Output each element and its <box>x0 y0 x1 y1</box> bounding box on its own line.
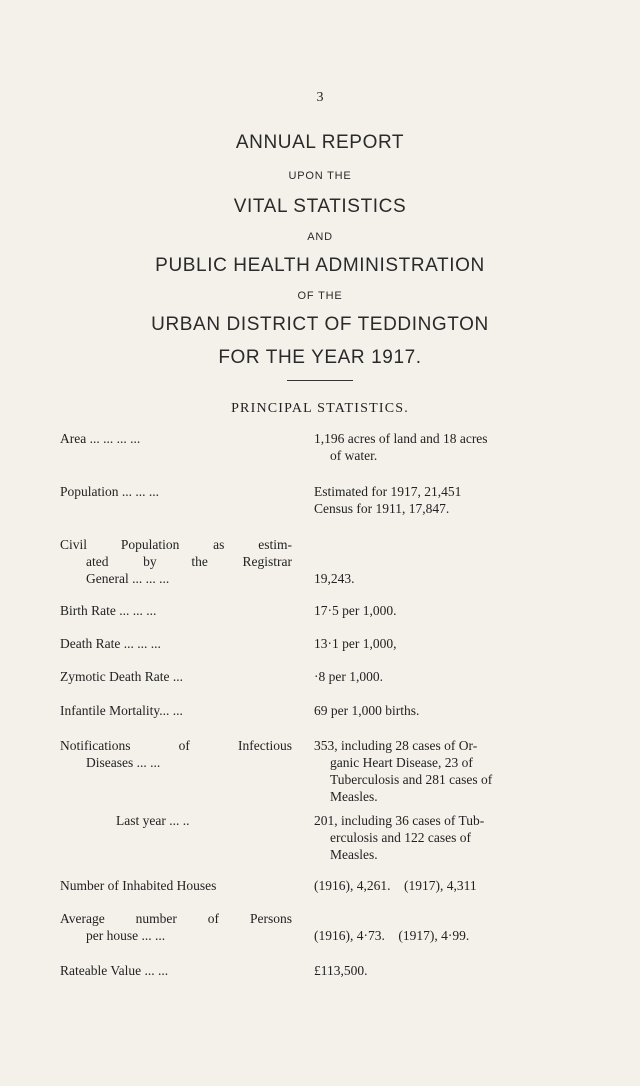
stat-value <box>314 635 576 652</box>
stat-label-line: Population ... ... ... <box>60 484 160 499</box>
stat-label <box>60 877 292 894</box>
stat-value <box>314 812 576 863</box>
stat-label-line: Area ... ... ... ... <box>60 431 141 446</box>
stat-label-line: Death Rate ... ... ... <box>60 636 161 651</box>
stat-value-line: Measles. <box>330 789 378 804</box>
stat-value <box>314 430 576 464</box>
stat-label-line: Number of Inhabited Houses <box>60 878 217 893</box>
stat-label-line: General ... ... ... <box>86 571 170 586</box>
stat-value-line: Measles. <box>330 847 378 862</box>
stat-label-line: Average number of Persons <box>60 911 292 926</box>
stat-label-line: ated by the Registrar <box>86 554 292 569</box>
stat-label-line: Infantile Mortality... ... <box>60 703 183 718</box>
stat-value <box>314 483 576 517</box>
stat-value-line: 201, including 36 cases of Tub- <box>314 813 485 828</box>
page-number: 3 <box>316 90 324 105</box>
stat-value <box>314 602 576 619</box>
stat-label-line: Zymotic Death Rate ... <box>60 669 183 684</box>
stat-value-line: erculosis and 122 cases of <box>330 830 471 845</box>
stat-value <box>314 702 576 719</box>
subtitle-and: AND <box>307 231 333 243</box>
stat-value-line: 69 per 1,000 births. <box>314 703 420 718</box>
stat-value-line: 353, including 28 cases of Or- <box>314 738 478 753</box>
stat-value-line: 1,196 acres of land and 18 acres <box>314 431 488 446</box>
stat-label <box>60 536 292 587</box>
subtitle-year: FOR THE YEAR 1917. <box>218 347 422 368</box>
stat-label <box>60 483 292 500</box>
stat-label-line: Notifications of Infectious <box>60 738 292 753</box>
stat-value <box>314 962 576 979</box>
stat-value <box>314 737 576 805</box>
stat-value-line: £113,500. <box>314 963 368 978</box>
stat-label <box>60 635 292 652</box>
stat-label <box>60 602 292 619</box>
stat-label <box>60 430 292 447</box>
subtitle-of-the: OF THE <box>297 290 343 302</box>
stat-label <box>60 668 292 685</box>
stat-label <box>60 812 292 829</box>
stat-value-line: Tuberculosis and 281 cases of <box>330 772 493 787</box>
stat-label-line: Birth Rate ... ... ... <box>60 603 157 618</box>
stat-label <box>60 962 292 979</box>
stat-value-line: 17·5 per 1,000. <box>314 603 397 618</box>
subtitle-upon-the: UPON THE <box>288 170 352 182</box>
report-title: ANNUAL REPORT <box>235 132 405 153</box>
stat-label <box>60 910 292 944</box>
stat-value <box>314 570 576 587</box>
stat-value <box>314 877 576 894</box>
stat-value-line: (1916), 4,261. (1917), 4,311 <box>314 878 477 893</box>
stat-value-line: (1916), 4·73. (1917), 4·99. <box>314 928 470 943</box>
stat-value-line: Census for 1911, 17,847. <box>314 501 450 516</box>
subtitle-vital-statistics: VITAL STATISTICS <box>233 196 407 217</box>
divider-rule <box>287 380 353 381</box>
stat-value-line: 13·1 per 1,000, <box>314 636 397 651</box>
stat-value <box>314 927 576 944</box>
stat-label-line: per house ... ... <box>86 928 166 943</box>
stat-label-line: Diseases ... ... <box>86 755 161 770</box>
stat-label <box>60 702 292 719</box>
stat-value-line: 19,243. <box>314 571 355 586</box>
subtitle-urban-district: URBAN DISTRICT OF TEDDINGTON <box>151 314 489 335</box>
stat-value-line: of water. <box>330 448 378 463</box>
subtitle-public-health: PUBLIC HEALTH ADMINISTRATION <box>155 255 485 276</box>
stat-value <box>314 668 576 685</box>
stat-label <box>60 737 292 771</box>
stat-value-line: ·8 per 1,000. <box>314 669 383 684</box>
stat-label-line: Last year ... .. <box>116 813 190 828</box>
stat-value-line: ganic Heart Disease, 23 of <box>330 755 473 770</box>
stat-label-line: Rateable Value ... ... <box>60 963 169 978</box>
stat-value-line: Estimated for 1917, 21,451 <box>314 484 462 499</box>
section-title: PRINCIPAL STATISTICS. <box>231 401 409 416</box>
stat-label-line: Civil Population as estim- <box>60 537 292 552</box>
